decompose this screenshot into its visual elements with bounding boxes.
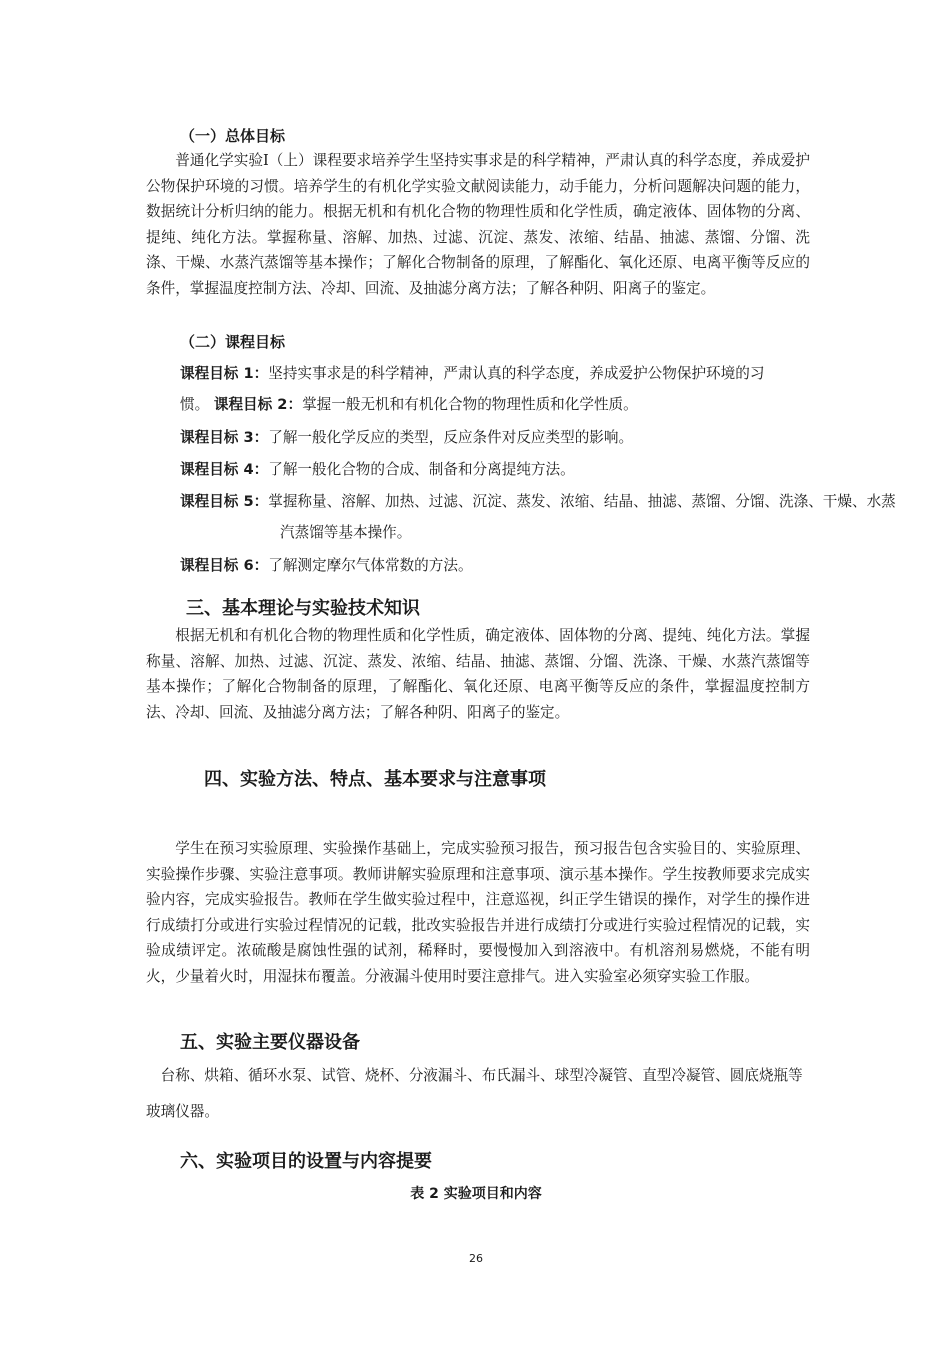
course-goal-6-label: 课程目标 6：	[180, 557, 269, 574]
section-4-paragraph: 学生在预习实验原理、实验操作基础上，完成实验预习报告，预习报告包含实验目的、实验原理、实验操作步骤、实验注意事项。教师讲解实验原理和注意事项、演示基本操作。学生按教师要求完成实验内容，完成实验报告。教师在学生做实验过程中，注意巡视，纠正学生错误的操作，对学生的操作进行成绩打分或进行实验过程情况的记载，批改实验报告并进行成绩打分或进行实验过程情况的记载，实验成绩评定。浓硫酸是腐蚀性强的试剂，稀释时，要慢慢加入到溶液中。有机溶剂易燃烧，不能有明火，少量着火时，用湿抹布覆盖。分液漏斗使用时要注意排气。进入实验室必须穿实验工作服。	[146, 840, 810, 985]
section-3-paragraph: 根据无机和有机化合物的物理性质和化学性质，确定液体、固体物的分离、提纯、纯化方法。掌握称量、溶解、加热、过滤、沉淀、蒸发、浓缩、结晶、抽滤、蒸馏、分馏、洗涤、干燥、水蒸汽蒸馏等基本操作；了解化合物制备的原理，了解酯化、氧化还原、电离平衡等反应的条件，掌握温度控制方法、冷却、回流、及抽滤分离方法；了解各种阴、阳离子的鉴定。	[146, 627, 810, 721]
course-goal-3-label: 课程目标 3：	[180, 429, 269, 446]
table-caption: 表 2 实验项目和内容	[410, 1186, 542, 1202]
course-goal-5-label: 课程目标 5：	[180, 493, 269, 510]
course-goal-3-text: 了解一般化学反应的类型，反应条件对反应类型的影响。	[268, 429, 634, 446]
course-goal-2-text: 掌握一般无机和有机化合物的物理性质和化学性质。	[302, 396, 638, 413]
course-goal-5-text: 掌握称量、溶解、加热、过滤、沉淀、蒸发、浓缩、结晶、抽滤、蒸馏、分馏、洗涤、干燥、水蒸汽蒸馏等基本操作。	[268, 493, 896, 541]
course-goal-4-label: 课程目标 4：	[180, 461, 269, 478]
course-goal-6	[180, 550, 810, 581]
course-goals-heading: （二）课程目标	[180, 333, 286, 351]
section-4-heading: 四、实验方法、特点、基本要求与注意事项	[204, 769, 546, 790]
course-goal-1-2	[180, 358, 810, 420]
course-goal-4	[180, 454, 810, 485]
course-goal-5	[180, 486, 910, 548]
course-goal-6-text: 了解测定摩尔气体常数的方法。	[268, 557, 473, 574]
overall-goals-heading: （一）总体目标	[180, 127, 286, 145]
overall-goals-paragraph: 普通化学实验Ⅰ（上）课程要求培养学生坚持实事求是的科学精神，严肃认真的科学态度，养成爱护公物保护环境的习惯。培养学生的有机化学实验文献阅读能力，动手能力，分析问题解决问题的能力，数据统计分析归纳的能力。根据无机和有机化合物的物理性质和化学性质，确定液体、固体物的分离、提纯、纯化方法。掌握称量、溶解、加热、过滤、沉淀、蒸发、浓缩、结晶、抽滤、蒸馏、分馏、洗涤、干燥、水蒸汽蒸馏等基本操作；了解化合物制备的原理，了解酯化、氧化还原、电离平衡等反应的条件，掌握温度控制方法、冷却、回流、及抽滤分离方法；了解各种阴、阳离子的鉴定。	[146, 152, 810, 297]
page-number: 26	[469, 1252, 483, 1265]
section-6-heading: 六、实验项目的设置与内容提要	[180, 1151, 432, 1172]
course-goal-2-label: 课程目标 2：	[213, 396, 303, 413]
section-3-heading: 三、基本理论与实验技术知识	[186, 598, 420, 619]
course-goal-3	[180, 422, 810, 453]
section-5-equipment-list: 台称、烘箱、循环水泵、试管、烧杯、分液漏斗、布氏漏斗、球型冷凝管、直型冷凝管、圆底烧瓶等玻璃仪器。	[146, 1067, 803, 1120]
course-goal-1-label: 课程目标 1：	[180, 365, 269, 382]
course-goal-1-text: 坚持实事求是的科学精神，严肃认真的科学态度，养成爱护公物保护环境的习惯。	[180, 365, 765, 413]
section-5-heading: 五、实验主要仪器设备	[180, 1032, 360, 1053]
course-goal-4-text: 了解一般化合物的合成、制备和分离提纯方法。	[268, 461, 575, 478]
